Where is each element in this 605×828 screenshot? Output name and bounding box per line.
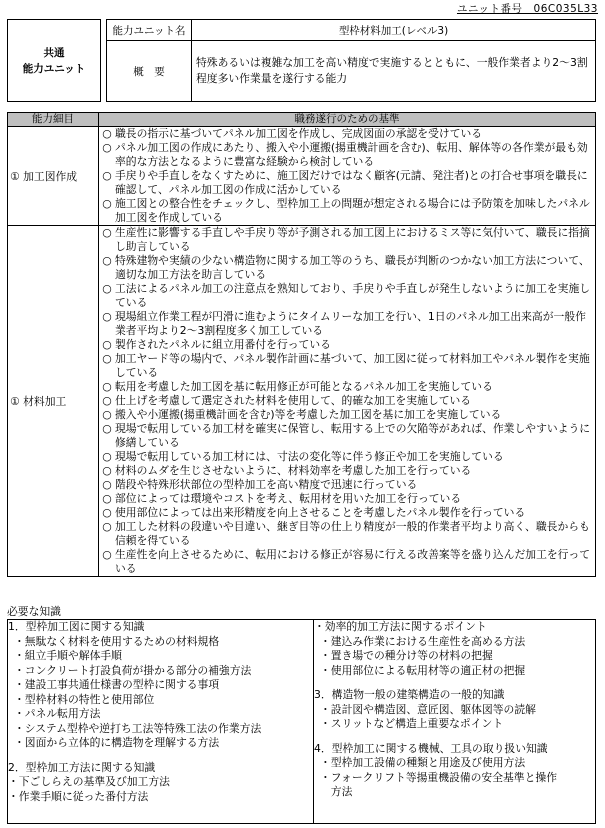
knowledge-spacer xyxy=(314,732,595,742)
criteria-item xyxy=(99,141,595,169)
criteria-list xyxy=(99,226,596,577)
knowledge-heading: 必要な知識 xyxy=(7,605,61,618)
unit-name-value: 型枠材料加工(レベル3) xyxy=(192,20,596,41)
criteria-text: パネル加工図の作成にあたり、搬入や小運搬(揚重機計画を含む)、転用、解体等の各作業が最も効率的な方法となるように豊富な経験から検討している xyxy=(115,141,588,168)
criteria-text: 部位によっては環境やコストを考え、転用材を用いた加工を行っている xyxy=(115,492,462,505)
criteria-table xyxy=(7,112,596,577)
knowledge-line: ・設計図や構造図、意匠図、躯体図等の読解 xyxy=(320,702,536,716)
col-detail-header: 能力細目 xyxy=(8,113,99,127)
knowledge-line: ・組立手順や解体手順 xyxy=(14,649,122,662)
criteria-text: 転用を考慮した加工図を基に転用修正が可能となるパネル加工を実施している xyxy=(115,380,493,393)
circle-bullet-icon: ○ xyxy=(102,380,112,393)
common-line2: 能力ユニット xyxy=(22,62,86,75)
circle-bullet-icon: ○ xyxy=(102,450,112,463)
knowledge-line: ・図面から立体的に構造物を理解する方法 xyxy=(14,736,220,749)
criteria-text: 階段や特殊形状部位の型枠加工を高い精度で迅速に行っている xyxy=(115,478,418,491)
section-row xyxy=(8,226,596,577)
knowledge-line: ・コンクリート打設負荷が掛かる部分の補強方法 xyxy=(14,663,252,677)
circle-bullet-icon: ○ xyxy=(102,422,112,435)
knowledge-line: ・置き場での種分け等の材料の把握 xyxy=(320,649,493,662)
circle-bullet-icon: ○ xyxy=(102,169,112,182)
circle-bullet-icon: ○ xyxy=(102,506,112,519)
criteria-item xyxy=(99,506,595,520)
knowledge-line: ・建込み作業における生産性を高める方法 xyxy=(320,634,526,648)
knowledge-line: ・スリットなど構造上重要なポイント xyxy=(320,717,504,730)
circle-bullet-icon: ○ xyxy=(102,352,112,365)
circle-bullet-icon: ○ xyxy=(102,226,112,239)
knowledge-line: 4．型枠加工に関する機械、工具の取り扱い知識 xyxy=(314,741,548,755)
criteria-item xyxy=(99,282,595,310)
criteria-item xyxy=(99,408,595,422)
knowledge-box xyxy=(7,619,596,824)
knowledge-line: 2．型枠加工方法に関する知識 xyxy=(8,760,156,774)
criteria-item xyxy=(99,197,595,225)
knowledge-line: ・システム型枠や逆打ち工法等特殊工法の作業方法 xyxy=(14,721,262,735)
knowledge-line: ・使用部位による転用材等の適正材の把握 xyxy=(320,663,526,677)
knowledge-line: ・フォークリフト等揚重機設備の安全基準と操作 xyxy=(320,770,557,784)
criteria-item xyxy=(99,464,595,478)
criteria-item xyxy=(99,169,595,197)
criteria-item xyxy=(99,310,595,338)
knowledge-right-column xyxy=(314,620,595,823)
criteria-item xyxy=(99,422,595,450)
knowledge-spacer xyxy=(314,678,595,688)
unit-number: ユニット番号 06C035L33 xyxy=(456,3,598,15)
criteria-item xyxy=(99,226,595,254)
unit-name-label: 能力ユニット名 xyxy=(107,20,192,41)
knowledge-line: ・建設工事共通仕様書の型枠に関する事項 xyxy=(14,678,220,691)
criteria-item xyxy=(99,548,595,576)
knowledge-line: 方法 xyxy=(320,785,353,798)
criteria-item xyxy=(99,520,595,548)
criteria-text: 現場組立作業工程が円滑に進むようにタイムリーな加工を行い、1日のパネル加工出来高が一般作業者平均より2〜3割程度多く加工している xyxy=(115,310,586,337)
knowledge-line: ・効率的加工方法に関するポイント xyxy=(314,620,487,633)
circle-bullet-icon: ○ xyxy=(102,127,112,140)
criteria-item xyxy=(99,478,595,492)
criteria-text: 施工図との整合性をチェックし、型枠加工上の問題が想定される場合には予防策を加味したパネル加工図を作成している xyxy=(115,197,590,224)
criteria-item xyxy=(99,380,595,394)
knowledge-line: ・無駄なく材料を使用するための材料規格 xyxy=(14,634,220,648)
category-label: ① 材料加工 xyxy=(8,226,99,577)
col-criteria-header: 職務遂行のための基準 xyxy=(99,113,596,127)
knowledge-line: 3．構造物一般の建築構造の一般的知識 xyxy=(314,688,505,701)
criteria-text: 特殊建物や実績の少ない構造物に関する加工等のうち、職長が判断のつかない加工方法について、適切な加工方法を助言している xyxy=(115,254,590,281)
criteria-item xyxy=(99,352,595,380)
summary-text: 特殊あるいは複雑な加工を高い精度で実施するとともに、一般作業者より2〜3割程度多い作業量を遂行する能力 xyxy=(192,41,596,102)
circle-bullet-icon: ○ xyxy=(102,282,112,295)
criteria-text: 搬入や小運搬(揚重機計画を含む)等を考慮した加工図を基に加工を実施している xyxy=(115,408,502,421)
circle-bullet-icon: ○ xyxy=(102,254,112,267)
circle-bullet-icon: ○ xyxy=(102,464,112,477)
criteria-list xyxy=(99,127,596,226)
knowledge-line: ・型枠材料の特性と使用部位 xyxy=(14,692,155,706)
knowledge-line: ・下ごしらえの基準及び加工方法 xyxy=(8,775,170,788)
criteria-text: 製作されたパネルに組立用番付を行っている xyxy=(115,338,331,351)
criteria-text: 現場で転用している加工材を確実に保管し、転用する上での欠陥等があれば、作業しやすいように修繕している xyxy=(115,422,591,449)
criteria-text: 材料のムダを生じさせないように、材料効率を考慮した加工を行っている xyxy=(115,464,472,477)
category-label: ① 加工図作成 xyxy=(8,127,99,226)
knowledge-spacer xyxy=(8,751,313,761)
criteria-text: 生産性を向上させるために、転用における修正が容易に行える改善案等を盛り込んだ加工を行っている xyxy=(115,548,591,575)
criteria-item xyxy=(99,450,595,464)
circle-bullet-icon: ○ xyxy=(102,197,112,210)
section-row xyxy=(8,127,596,226)
criteria-text: 使用部位によっては出来形精度を向上させることを考慮したパネル製作を行っている xyxy=(115,506,526,519)
summary-label: 概 要 xyxy=(107,41,192,102)
criteria-text: 生産性に影響する手直しや手戻り等が予測される加工図上におけるミス等に気付いて、職長に指摘し助言している xyxy=(115,226,590,253)
knowledge-line: ・型枠加工設備の種類と用途及び使用方法 xyxy=(320,756,526,769)
knowledge-left-column xyxy=(8,620,314,823)
unit-header xyxy=(7,19,596,102)
criteria-text: 手戻りや手直しをなくすために、施工図だけではなく顧客(元請、発注者)との打合せ事項を職長に確認して、パネル加工図の作成に活かしている xyxy=(115,169,588,196)
circle-bullet-icon: ○ xyxy=(102,141,112,154)
criteria-text: 工法によるパネル加工の注意点を熟知しており、手戻りや手直しが発生しないように加工を実施している xyxy=(115,282,591,309)
criteria-text: 加工した材料の段違いや目違い、継ぎ目等の仕上り精度が一般的作業者平均より高く、職長からも信頼を得ている xyxy=(115,520,590,547)
circle-bullet-icon: ○ xyxy=(102,478,112,491)
common-line1: 共通 xyxy=(43,46,65,59)
circle-bullet-icon: ○ xyxy=(102,520,112,533)
circle-bullet-icon: ○ xyxy=(102,394,112,407)
knowledge-line: 1．型枠加工図に関する知識 xyxy=(8,620,145,633)
knowledge-line: ・パネル転用方法 xyxy=(14,707,101,720)
circle-bullet-icon: ○ xyxy=(102,408,112,421)
common-label xyxy=(8,20,101,102)
circle-bullet-icon: ○ xyxy=(102,492,112,505)
criteria-item xyxy=(99,492,595,506)
criteria-item xyxy=(99,127,595,141)
criteria-item xyxy=(99,338,595,352)
circle-bullet-icon: ○ xyxy=(102,338,112,351)
circle-bullet-icon: ○ xyxy=(102,310,112,323)
knowledge-line: ・作業手順に従った番付方法 xyxy=(8,789,149,803)
circle-bullet-icon: ○ xyxy=(102,548,112,561)
criteria-text: 職長の指示に基づいてパネル加工図を作成し、完成図面の承認を受けている xyxy=(115,127,483,140)
criteria-text: 現場で転用している加工材には、寸法の変化等に伴う修正や加工を実施している xyxy=(115,450,504,463)
criteria-item xyxy=(99,394,595,408)
criteria-item xyxy=(99,254,595,282)
criteria-text: 仕上げを考慮して選定された材料を使用して、的確な加工を実施している xyxy=(115,394,472,407)
criteria-text: 加工ヤード等の場内で、パネル製作計画に基づいて、加工図に従って材料加工やパネル製作を実施している xyxy=(115,352,590,379)
